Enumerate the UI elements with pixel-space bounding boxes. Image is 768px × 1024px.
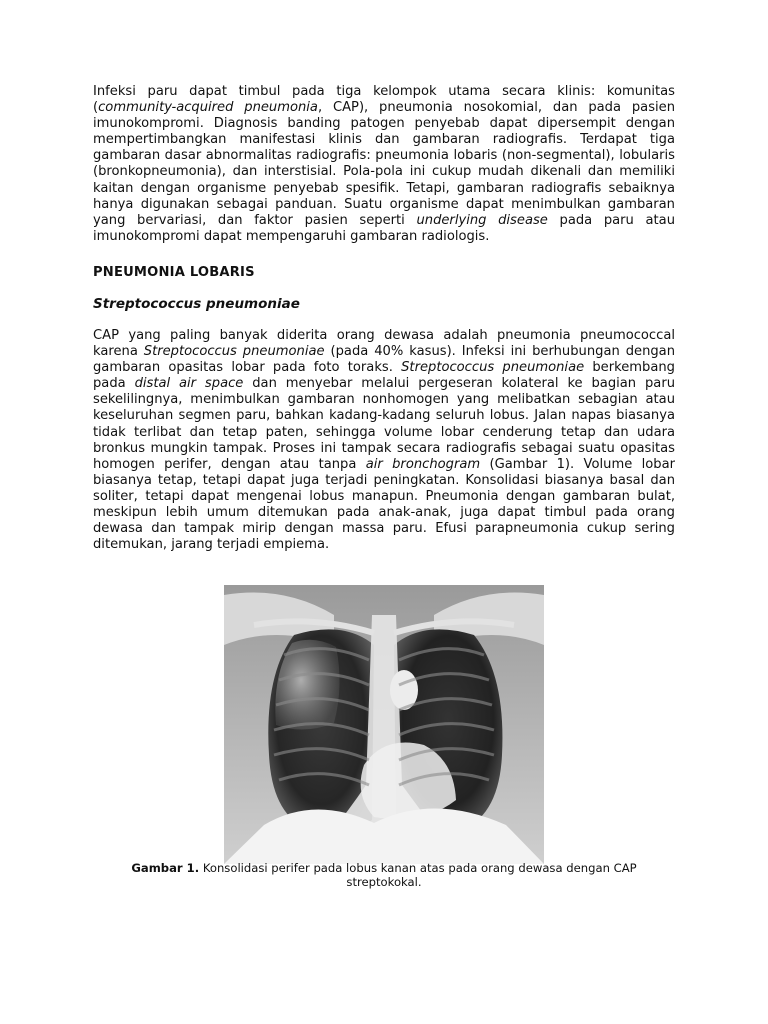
subsection-heading: Streptococcus pneumoniae [93,295,300,312]
body-italic-b: Streptococcus pneumoniae [401,360,585,376]
document-body [93,84,675,553]
figure-caption-label: Gambar 1. [131,861,200,875]
chest-xray-image [224,585,544,864]
body-italic-d: air bronchogram [365,456,481,472]
intro-italic-2: underlying disease [416,212,548,228]
body-text-d: dan menyebar melalui pergeseran kolateral ke bagian paru sekelilingnya, menimbulkan gambaran nonhomogen yang melibatkan sebagian atau keseluruhan segmen paru, bahkan kadang-kadang seluruh lobus. Jalan napas biasanya tidak terlibat dan tetap paten, sehingga volume lobar cenderung tetap dan udara bronkus mungkin tampak. Proses ini tampak secara radiografis sebagai suatu opasitas homogen perifer, dengan atau tanpa [93,376,675,472]
section-heading: PNEUMONIA LOBARIS [93,264,255,280]
intro-italic-1: community-acquired pneumonia [98,100,318,116]
figure-caption [93,861,675,889]
intro-text-1: Infeksi paru dapat timbul pada tiga kelompok utama secara klinis: komunitas ( [93,84,675,116]
body-text-e: (Gambar 1). Volume lobar biasanya tetap, tetapi dapat juga terjadi peningkatan. Konsolidasi biasanya basal dan soliter, tetapi dapat mengenai lobus manapun. Pneumonia dengan gambaran bulat, meskipun lebih umum ditemukan pada anak-anak, juga dapat timbul pada orang dewasa dan tampak mirip dengan massa paru. Efusi parapneumonia cukup sering ditemukan, jarang terjadi empiema. [93,456,675,553]
body-italic-a: Streptococcus pneumoniae [143,344,325,360]
xray-illustration [224,585,544,864]
intro-paragraph [93,84,675,245]
body-italic-c: distal air space [134,376,244,392]
body-paragraph [93,328,675,553]
body-text-b: (pada 40% kasus). Infeksi ini berhubungan dengan gambaran opasitas lobar pada foto toraks. [93,344,676,376]
figure-caption-text: Konsolidasi perifer pada lobus kanan atas pada orang dewasa dengan CAP streptokokal. [199,861,637,889]
body-text-c: berkembang pada [93,360,675,392]
body-text-a: CAP yang paling banyak diderita orang dewasa adalah pneumonia pneumococcal karena [93,327,675,360]
intro-text-2: , CAP), pneumonia nosokomial, dan pada pasien imunokompromi. Diagnosis banding patogen penyebab dapat dipersempit dengan mempertimbangkan manifestasi klinis dan gambaran radiografis. Terdapat tiga gambaran dasar abnormalitas radiografis: pneumonia lobaris (non-segmental), lobularis (bronkopneumonia), dan interstisial. Pola-pola ini cukup mudah dikenali dan memiliki kaitan dengan organisme penyebab spesifik. Tetapi, gambaran radiografis sebaiknya hanya digunakan sebagai panduan. Suatu organisme dapat menimbulkan gambaran yang bervariasi, dan faktor pasien seperti [93,100,676,228]
intro-text-3: pada paru atau imunokompromi dapat mempengaruhi gambaran radiologis. [93,212,675,244]
